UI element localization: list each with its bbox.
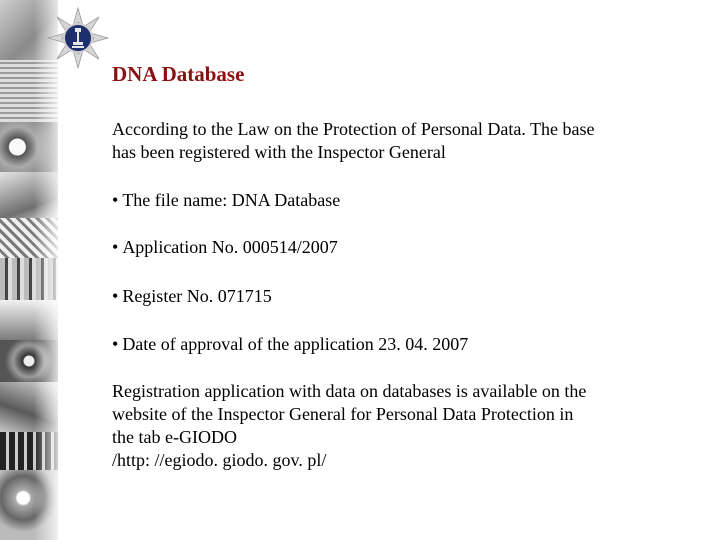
bullet-dot: • — [112, 334, 119, 354]
website-url: /http: //egiodo. giodo. gov. pl/ — [112, 450, 327, 470]
photo-collage-strip — [0, 0, 58, 540]
file-name-value: DNA Database — [231, 190, 341, 210]
info-line: the tab e-GIODO — [112, 427, 237, 447]
slide-title: DNA Database — [112, 62, 245, 86]
intro-line: According to the Law on the Protection of Personal Data. The base — [112, 119, 595, 139]
application-number-text: Application No. 000514/2007 — [122, 237, 338, 257]
intro-paragraph — [112, 118, 682, 164]
info-line: Registration application with data on databases is available on the — [112, 381, 587, 401]
bullet-application-number — [112, 236, 682, 259]
bullet-dot: • — [112, 190, 119, 210]
file-name-label: The file name: — [122, 190, 232, 210]
approval-date-text: Date of approval of the application 23. 04. 2007 — [122, 334, 469, 354]
bullet-register-number — [112, 285, 682, 308]
register-number-text: Register No. 071715 — [122, 286, 272, 306]
police-star-emblem-icon — [46, 6, 110, 70]
bullet-file-name — [112, 189, 682, 212]
bullet-dot: • — [112, 286, 119, 306]
info-line: website of the Inspector General for Personal Data Protection in — [112, 404, 574, 424]
registration-info-paragraph — [112, 380, 682, 472]
bullet-dot: • — [112, 237, 119, 257]
bullet-approval-date — [112, 333, 682, 356]
intro-line: has been registered with the Inspector General — [112, 142, 446, 162]
